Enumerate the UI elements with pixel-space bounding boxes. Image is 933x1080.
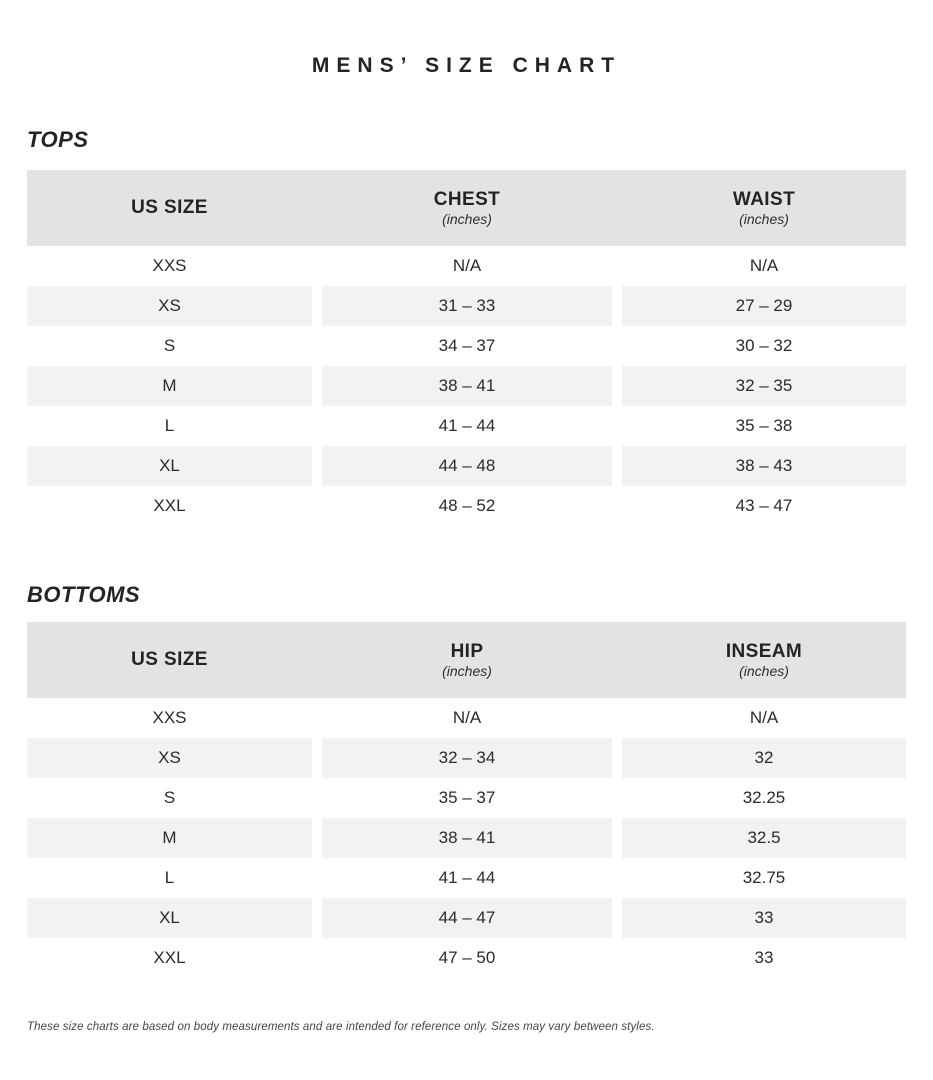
tops-table xyxy=(27,170,906,526)
size-cell: S xyxy=(163,788,176,807)
value-cell: N/A xyxy=(452,256,482,275)
value-cell: 33 xyxy=(754,948,774,967)
size-cell: XXS xyxy=(152,256,187,275)
value-cell: 38 – 41 xyxy=(322,366,612,406)
value-cell: 38 – 43 xyxy=(622,446,906,486)
table-row-xxl xyxy=(27,938,906,978)
table-row-xl xyxy=(27,898,906,938)
size-cell: XL xyxy=(27,446,312,486)
value-cell: N/A xyxy=(749,708,779,727)
value-cell: 41 – 44 xyxy=(438,868,496,887)
table-row-s xyxy=(27,326,906,366)
table-row-xs xyxy=(27,738,906,778)
size-cell: M xyxy=(27,818,312,858)
value-cell: N/A xyxy=(749,256,779,275)
tops-heading: TOPS xyxy=(27,127,89,152)
value-cell: 32 xyxy=(622,738,906,778)
value-cell: 27 – 29 xyxy=(622,286,906,326)
column-header-hip xyxy=(322,622,612,698)
column-header-waist xyxy=(622,170,906,246)
size-cell: M xyxy=(27,366,312,406)
size-cell: XS xyxy=(27,286,312,326)
table-row-xl xyxy=(27,446,906,486)
table-row-xxs xyxy=(27,698,906,738)
size-cell: S xyxy=(163,336,176,355)
column-label: INSEAM xyxy=(725,640,803,662)
column-header-us-size xyxy=(27,170,312,246)
disclaimer-note: These size charts are based on body measurements and are intended for reference only. Sizes may vary between styles. xyxy=(27,1021,655,1033)
value-cell: 32 – 34 xyxy=(322,738,612,778)
table-row-m xyxy=(27,818,906,858)
column-unit-label: (inches) xyxy=(739,662,789,679)
value-cell: 32.75 xyxy=(742,868,786,887)
value-cell: N/A xyxy=(452,708,482,727)
column-label: US SIZE xyxy=(131,197,208,219)
size-cell: XS xyxy=(27,738,312,778)
column-header-us-size xyxy=(27,622,312,698)
table-row-l xyxy=(27,858,906,898)
tops-header-row xyxy=(27,170,906,246)
tops-section xyxy=(27,127,906,526)
column-unit-label: (inches) xyxy=(442,662,492,679)
value-cell: 43 – 47 xyxy=(735,496,793,515)
table-row-xs xyxy=(27,286,906,326)
bottoms-header-row xyxy=(27,622,906,698)
value-cell: 44 – 48 xyxy=(322,446,612,486)
value-cell: 41 – 44 xyxy=(438,416,496,435)
size-cell: XXL xyxy=(153,496,186,515)
bottoms-section xyxy=(27,582,906,978)
table-row-xxs xyxy=(27,246,906,286)
value-cell: 32 – 35 xyxy=(622,366,906,406)
column-label: CHEST xyxy=(433,188,501,210)
value-cell: 34 – 37 xyxy=(438,336,496,355)
column-label: US SIZE xyxy=(131,649,208,671)
column-unit-label: (inches) xyxy=(739,210,789,227)
size-cell: XXS xyxy=(152,708,187,727)
size-cell: L xyxy=(164,868,175,887)
value-cell: 38 – 41 xyxy=(322,818,612,858)
page-title: MENS’ SIZE CHART xyxy=(311,54,622,77)
bottoms-heading: BOTTOMS xyxy=(27,582,141,607)
value-cell: 33 xyxy=(622,898,906,938)
column-header-inseam xyxy=(622,622,906,698)
value-cell: 31 – 33 xyxy=(322,286,612,326)
value-cell: 48 – 52 xyxy=(438,496,496,515)
size-cell: XL xyxy=(27,898,312,938)
value-cell: 32.25 xyxy=(742,788,786,807)
table-row-xxl xyxy=(27,486,906,526)
value-cell: 47 – 50 xyxy=(438,948,496,967)
size-cell: L xyxy=(164,416,175,435)
column-header-chest xyxy=(322,170,612,246)
value-cell: 44 – 47 xyxy=(322,898,612,938)
table-row-m xyxy=(27,366,906,406)
value-cell: 32.5 xyxy=(622,818,906,858)
bottoms-table xyxy=(27,622,906,978)
column-label: WAIST xyxy=(732,188,796,210)
value-cell: 35 – 37 xyxy=(438,788,496,807)
column-label: HIP xyxy=(450,640,484,662)
column-unit-label: (inches) xyxy=(442,210,492,227)
table-row-s xyxy=(27,778,906,818)
table-row-l xyxy=(27,406,906,446)
value-cell: 35 – 38 xyxy=(735,416,793,435)
size-cell: XXL xyxy=(153,948,186,967)
value-cell: 30 – 32 xyxy=(735,336,793,355)
